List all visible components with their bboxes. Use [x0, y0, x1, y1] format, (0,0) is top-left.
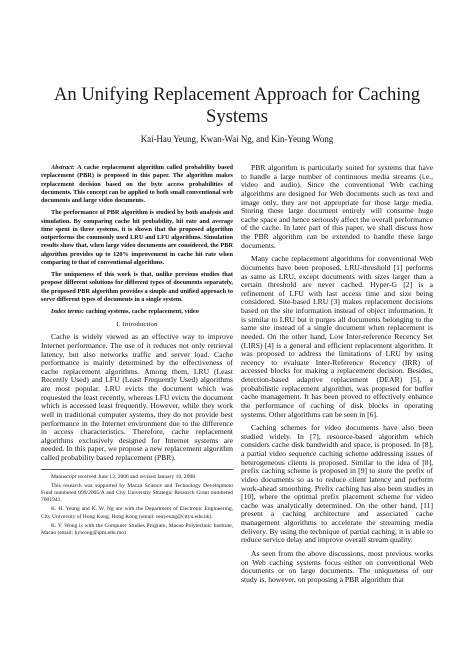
intro-paragraph-1: Cache is widely viewed as an effective way to improve Internet performance. The use of it reduces not only retrieval latency, but also networks traffic and server load. Cache performance is mainly determined by the effectiveness of cache replacement algorithms. Among them, LRU (Least Recently Used) and LFU (Least Frequently Used) algorithms are most popular. LRU evicts the document which was requested the least recently, whereas LFU evicts the document which is accessed least frequently. However, while they work well in traditional computer systems, they do not provide best performance in the Internet environment due to the difference in access characteristics. Therefore, cache replacement algorithms exclusively designed for Internet systems are needed. In this paper, we propose a new replacement algorithm called probability based replacement (PBR).: [41, 332, 233, 462]
right-paragraph-1: PBR algorithm is particularly suited for systems that have to handle a large number of continuous media streams (i.e., video and audio). Since the conventional Web caching algorithms are designed for Web documents such as text and image only, they are not appropriate for those large media. Storing these large document entirely will consume huge cache space and hence seriously affect the overall performance of the cache. In later part of this paper, we shall discuss how the PBR algorithm can be extended to handle these large documents.: [241, 163, 433, 250]
abstract-paragraph-2: The performance of PBR algorithm is studied by both analysis and simulation. By comparing cache hit probability, hit rate and average time spent in three systems, it is shown that the proposed algorithm outperforms the commonly used LRU and LFU algorithms. Simulation results show that, when large video documents are considered, the PBR algorithm provides up to 120% improvement in cache hit rate when comparing to that of conventional algorithms.: [41, 209, 233, 266]
abstract-label: Abstract:: [51, 164, 75, 171]
section-heading-introduction: I. Introduction: [116, 321, 158, 329]
footnote-affiliation-2: K. Y. Wong is with the Computer Studies Program, Macao Polytechnic Institute, Macao (email: kywong@ipm.edu.mo): [41, 522, 233, 537]
paper-title: An Unifying Replacement Approach for Caching Systems: [53, 84, 421, 127]
abstract-paragraph-1: Abstract: A cache replacement algorithm called probability based replacement (PBR) is proposed in this paper. The algorithm makes replacement decision based on the byte access probabilities of documents. This concept can be applied to both small conventional web documents and large video documents.: [41, 164, 233, 204]
right-paragraph-3: Caching schemes for video documents have also been studied widely. In [7], resource-based algorithm which considers cache disk bandwidth and space, is proposed. In [8], a partial video sequence caching scheme addressing issues of heterogeneous clients is proposed. Similar to the idea of [8], prefix caching scheme is proposed in [9] to store the prefix of video documents so as to reduce client latency and perform work-ahead smoothing. Prefix caching has also been studies in [10], where the optimal prefix placement scheme for video cache was analytically determined. On the other hand, [11] present a caching architecture and associated cache management algorithms to accelerate the streaming media delivery. By using the technique of partial caching, it is able to reduce service delay and improve overall stream quality.: [241, 423, 433, 545]
abstract-paragraph-3: The uniqueness of this work is that, unlike previous studies that propose different solutions for different types of documents separately, the proposed PBR algorithm provides a simple and unified approach to serve different types of documents in a single system.: [41, 271, 233, 303]
author-line: Kai-Hau Yeung, Kwan-Wai Ng, and Kin-Yeung Wong: [140, 134, 334, 144]
footnote-affiliation-1: K. H. Yeung and K. W. Ng are with the Department of Electronic Engineering, City University of Hong Kong, Hong Kong (email: eeayeung@cityu.edu.hk).: [41, 506, 233, 520]
index-terms: Index terms: caching systems, cache replacement, video: [51, 308, 199, 315]
right-column: [241, 164, 433, 584]
footnote-divider: [41, 469, 233, 470]
left-column: [41, 164, 233, 539]
footnote-funding: This research was supported by Macau Science and Technology Development Fund numbered 099/2005/A and City University Strategic Research Grant numbered 7001941.: [41, 482, 233, 504]
footnote-manuscript: Manuscript received June 13, 2006 and revised January 10, 2008.: [51, 473, 197, 480]
index-terms-label: Index terms:: [51, 308, 85, 315]
right-paragraph-4: As seen from the above discussions, most previous works on Web caching systems focus either on conventional Web documents or on large documents. The uniqueness of our study is, however, on proposing a PBR algorithm that: [241, 548, 433, 584]
right-paragraph-2: Many cache replacement algorithms for conventional Web documents have been proposed. LRU-threshold [1] performs as same as LRU, except documents with sizes larger than a certain threshold are never cached. Hyper-G [2] is a refinement of LFU with last access time and size being considered. Site-based LRU [3] makes replacement decisions based on the site information instead of object information. It is similar to LRU but it purges all documents belonging to the same site instead of a single document when replacement is needed. On the other hand, Low Inter-reference Recency Set (LIRS) [4] is a general and efficient replacement algorithm. It was proposed to address the limitations of LRU by using recency to evaluate Inter-Reference Recency (IRR) of accessed blocks for making a replacement decision. Besides, detection-based adaptive replacement (DEAR) [5], a probabilistic replacement algorithm, was proposed for buffer cache management. It has been proved to effectively enhance the performance of caching of disk blocks in operating systems. Other algorithms can be seen in [6].: [241, 254, 433, 419]
